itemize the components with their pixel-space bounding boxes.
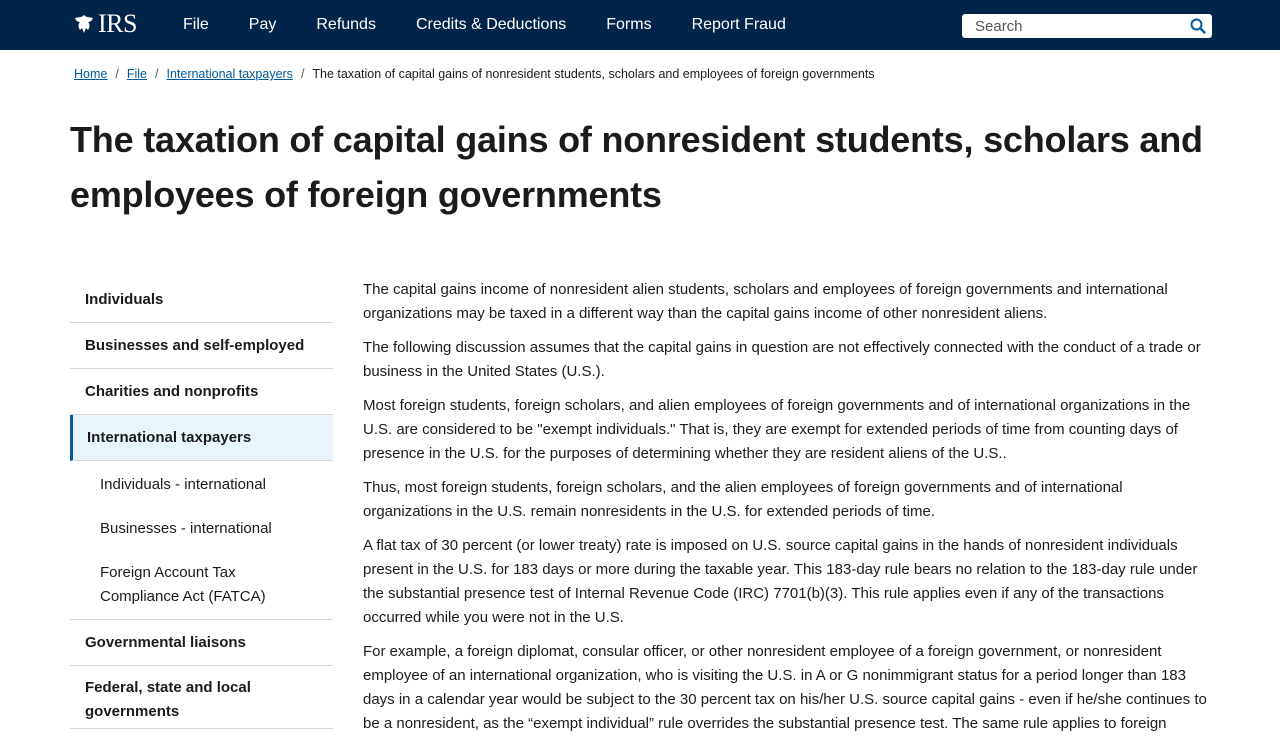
irs-logo[interactable] — [72, 9, 137, 39]
breadcrumb-separator: / — [300, 67, 305, 81]
breadcrumb-current: The taxation of capital gains of nonresident students, scholars and employees of foreign governments — [312, 67, 875, 81]
sidebar-subitem-businesses-international[interactable]: Businesses - international — [100, 520, 272, 537]
sidebar-item-individuals[interactable]: Individuals — [70, 277, 333, 323]
search-button[interactable] — [1184, 14, 1212, 38]
article-body — [363, 278, 1213, 746]
sidebar-item-charities[interactable]: Charities and nonprofits — [70, 369, 333, 415]
nav-pay[interactable]: Pay — [248, 16, 277, 33]
nav-forms[interactable]: Forms — [606, 16, 652, 33]
eagle-icon — [72, 12, 96, 36]
main-nav — [163, 0, 806, 50]
nav-refunds[interactable]: Refunds — [316, 16, 376, 33]
paragraph: The following discussion assumes that the capital gains in question are not effectively connected with the conduct of a trade or business in the United States (U.S.). — [363, 339, 1201, 380]
breadcrumb-home[interactable]: Home — [74, 67, 108, 81]
breadcrumb-separator: / — [115, 67, 119, 81]
logo-text: IRS — [98, 9, 137, 38]
nav-file[interactable]: File — [183, 16, 209, 33]
nav-credits-deductions[interactable]: Credits & Deductions — [415, 16, 567, 33]
nav-report-fraud[interactable]: Report Fraud — [691, 16, 786, 33]
site-header — [0, 0, 1280, 50]
breadcrumb-separator: / — [154, 67, 159, 81]
breadcrumb — [74, 67, 875, 81]
sidebar-item-federal-state-local[interactable]: Federal, state and local governments — [70, 666, 333, 729]
sidebar-nav — [70, 277, 333, 729]
sidebar-item-businesses[interactable]: Businesses and self-employed — [70, 323, 333, 369]
search-box — [962, 14, 1212, 38]
paragraph: Most foreign students, foreign scholars, and alien employees of foreign governments and of international organizations in the U.S. are considered to be "exempt individuals." That is, they are exempt for extended periods of time from counting days of presence in the U.S. for the purposes of determining whether they are resident aliens of the U.S.. — [363, 397, 1191, 462]
paragraph: A flat tax of 30 percent (or lower treaty) rate is imposed on U.S. source capital gains in the hands of nonresident individuals present in the U.S. for 183 days or more during the taxable year. This 183-day rule bears no relation to the 183-day rule under the substantial presence test of Internal Revenue Code (IRC) 7701(b)(3). This rule applies even if any of the transactions occurred while you were not in the U.S. — [363, 537, 1198, 626]
sidebar-item-international-taxpayers[interactable]: International taxpayers — [70, 415, 333, 461]
paragraph: For example, a foreign diplomat, consular officer, or other nonresident employee of a foreign government, or nonresident employee of an international organization, who is visiting the U.S. in A or G nonimmigrant status for a period longer than 183 days in a calendar year would be subject to the 30 percent tax on his/her U.S. source capital gains - even if he/she continues to be a nonresident, as the “exempt individual” rule overrides the substantial presence test. The same rule applies to foreign — [363, 643, 1207, 732]
search-input[interactable] — [962, 14, 1184, 38]
paragraph: The capital gains income of nonresident alien students, scholars and employees of foreign governments and international organizations may be taxed in a different way than the capital gains income of other nonresident aliens. — [363, 281, 1168, 322]
paragraph: Thus, most foreign students, foreign scholars, and the alien employees of foreign governments and of international organizations in the U.S. remain nonresidents in the U.S. for extended periods of time. — [363, 479, 1123, 520]
sidebar-subitem-fatca[interactable]: Foreign Account Tax Compliance Act (FATCA) — [100, 564, 266, 605]
breadcrumb-file[interactable]: File — [126, 67, 147, 81]
sidebar-item-governmental-liaisons[interactable]: Governmental liaisons — [70, 620, 333, 666]
search-icon — [1190, 18, 1206, 34]
sidebar-subnav — [70, 461, 333, 620]
page-title: The taxation of capital gains of nonresident students, scholars and employees of foreign governments — [70, 119, 1203, 215]
sidebar-subitem-individuals-international[interactable]: Individuals - international — [100, 476, 266, 493]
breadcrumb-international-taxpayers[interactable]: International taxpayers — [166, 67, 293, 81]
